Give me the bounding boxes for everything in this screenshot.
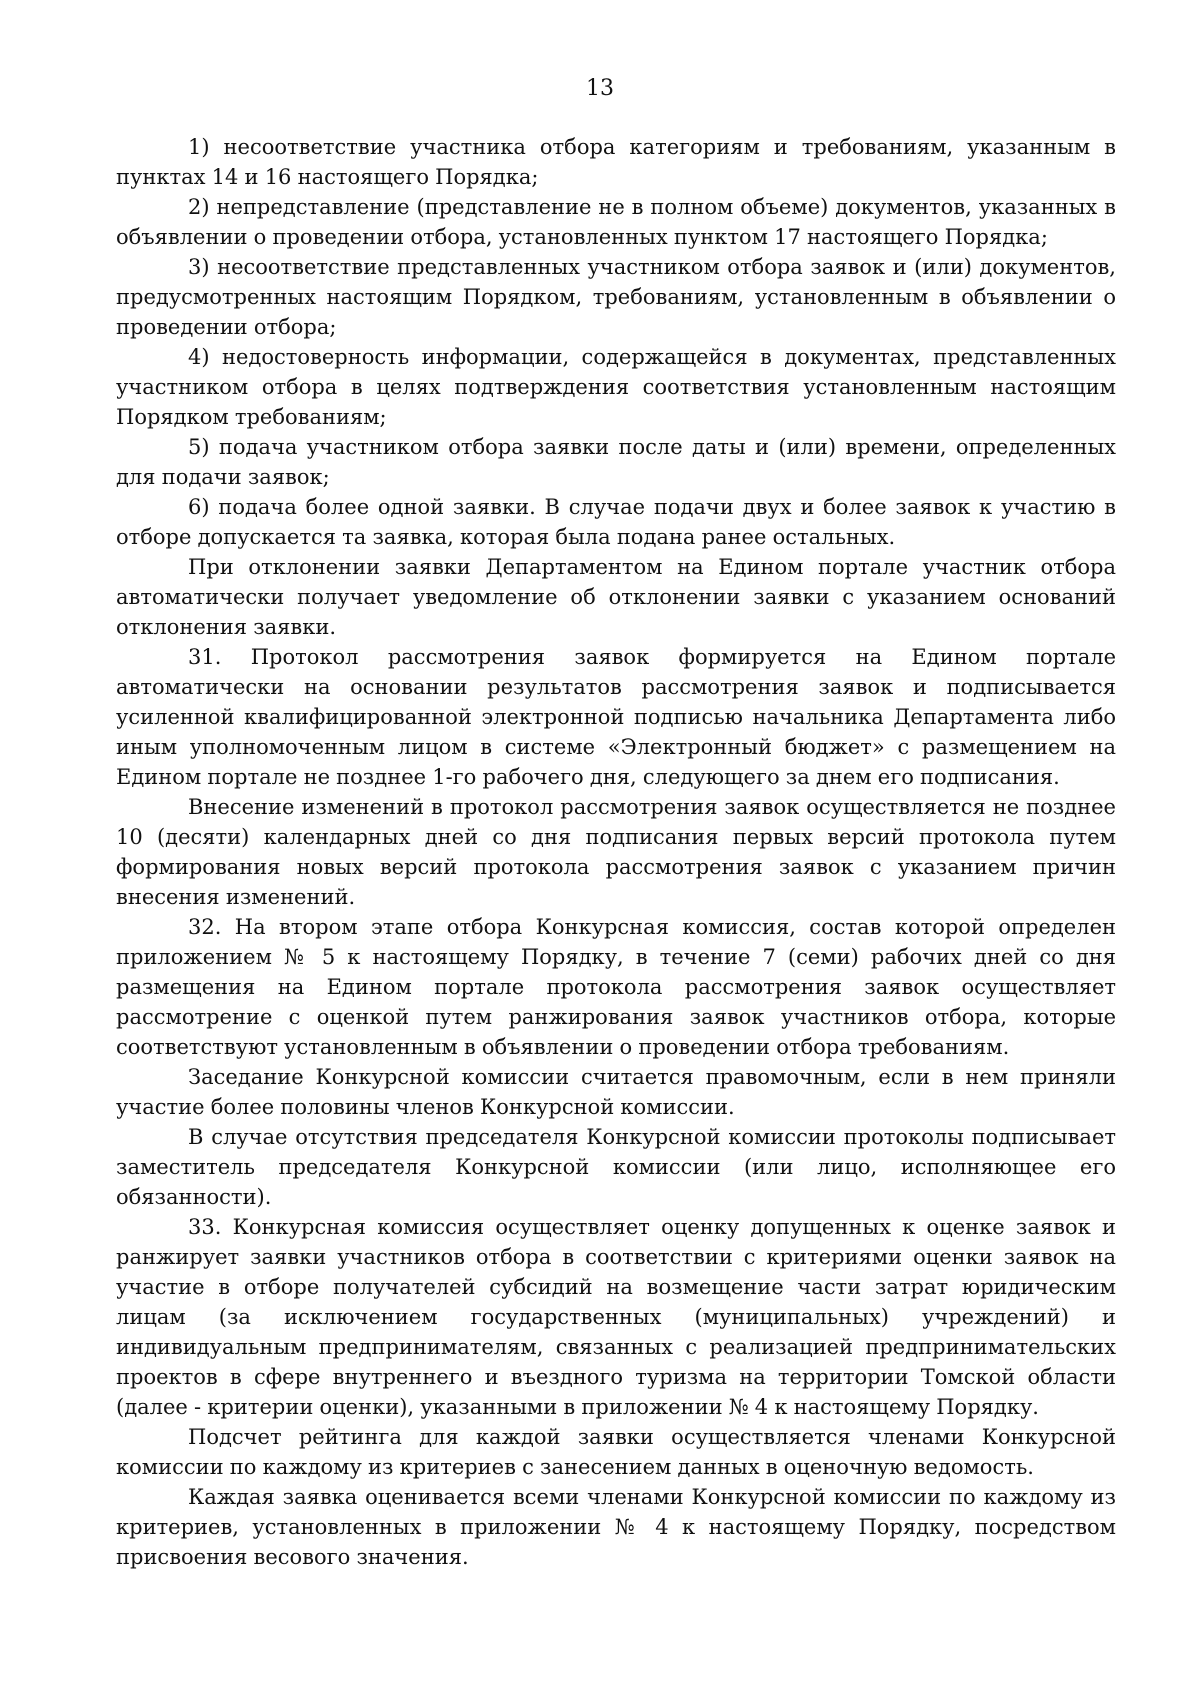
paragraph-clause-33: 33. Конкурсная комиссия осуществляет оценку допущенных к оценке заявок и ранжирует заявки участников отбора в соответствии с критериями оценки заявок на участие в отборе получателей субсидий на возмещение части затрат юридическим лицам (за исключением государственных (муниципальных) учреждений) и индивидуальным предпринимателям, связанных с реализацией предпринимательских проектов в сфере внутреннего и въездного туризма на территории Томской области (далее - критерии оценки), указанными в приложении № 4 к настоящему Порядку. (116, 1215, 1116, 1419)
page-number: 13 (586, 76, 614, 101)
paragraph-clause-31: 31. Протокол рассмотрения заявок формируется на Едином портале автоматически на основании результатов рассмотрения заявок и подписывается усиленной квалифицированной электронной подписью начальника Департамента либо иным уполномоченным лицом в системе «Электронный бюджет» с размещением на Едином портале не позднее 1-го рабочего дня, следующего за днем его подписания. (116, 645, 1116, 789)
paragraph-weight-assignment: Каждая заявка оценивается всеми членами Конкурсной комиссии по каждому из критериев, установленных в приложении № 4 к настоящему Порядку, посредством присвоения весового значения. (116, 1485, 1116, 1569)
document-body (116, 132, 1116, 1572)
paragraph-commission-quorum: Заседание Конкурсной комиссии считается правомочным, если в нем приняли участие более половины членов Конкурсной комиссии. (116, 1065, 1116, 1119)
paragraph-item-6: 6) подача более одной заявки. В случае подачи двух и более заявок к участию в отборе допускается та заявка, которая была подана ранее остальных. (116, 495, 1116, 549)
paragraph-chairman-absence: В случае отсутствия председателя Конкурсной комиссии протоколы подписывает заместитель председателя Конкурсной комиссии (или лицо, исполняющее его обязанности). (116, 1125, 1116, 1209)
paragraph-item-2: 2) непредставление (представление не в полном объеме) документов, указанных в объявлении о проведении отбора, установленных пунктом 17 настоящего Порядка; (116, 195, 1116, 249)
paragraph-clause-32: 32. На втором этапе отбора Конкурсная комиссия, состав которой определен приложением № 5 к настоящему Порядку, в течение 7 (семи) рабочих дней со дня размещения на Едином портале протокола рассмотрения заявок осуществляет рассмотрение с оценкой путем ранжирования заявок участников отбора, которые соответствуют установленным в объявлении о проведении отбора требованиям. (116, 915, 1116, 1059)
paragraph-item-3: 3) несоответствие представленных участником отбора заявок и (или) документов, предусмотренных настоящим Порядком, требованиям, установленным в объявлении о проведении отбора; (116, 255, 1116, 339)
paragraph-protocol-changes: Внесение изменений в протокол рассмотрения заявок осуществляется не позднее 10 (десяти) календарных дней со дня подписания первых версий протокола путем формирования новых версий протокола рассмотрения заявок с указанием причин внесения изменений. (116, 795, 1116, 909)
paragraph-item-5: 5) подача участником отбора заявки после даты и (или) времени, определенных для подачи заявок; (116, 435, 1116, 489)
paragraph-rating-calculation: Подсчет рейтинга для каждой заявки осуществляется членами Конкурсной комиссии по каждому из критериев с занесением данных в оценочную ведомость. (116, 1425, 1116, 1479)
paragraph-rejection-notice: При отклонении заявки Департаментом на Едином портале участник отбора автоматически получает уведомление об отклонении заявки с указанием оснований отклонения заявки. (116, 555, 1116, 639)
paragraph-item-1: 1) несоответствие участника отбора категориям и требованиям, указанным в пунктах 14 и 16 настоящего Порядка; (116, 135, 1116, 189)
paragraph-item-4: 4) недостоверность информации, содержащейся в документах, представленных участником отбора в целях подтверждения соответствия установленным настоящим Порядком требованиям; (116, 345, 1116, 429)
